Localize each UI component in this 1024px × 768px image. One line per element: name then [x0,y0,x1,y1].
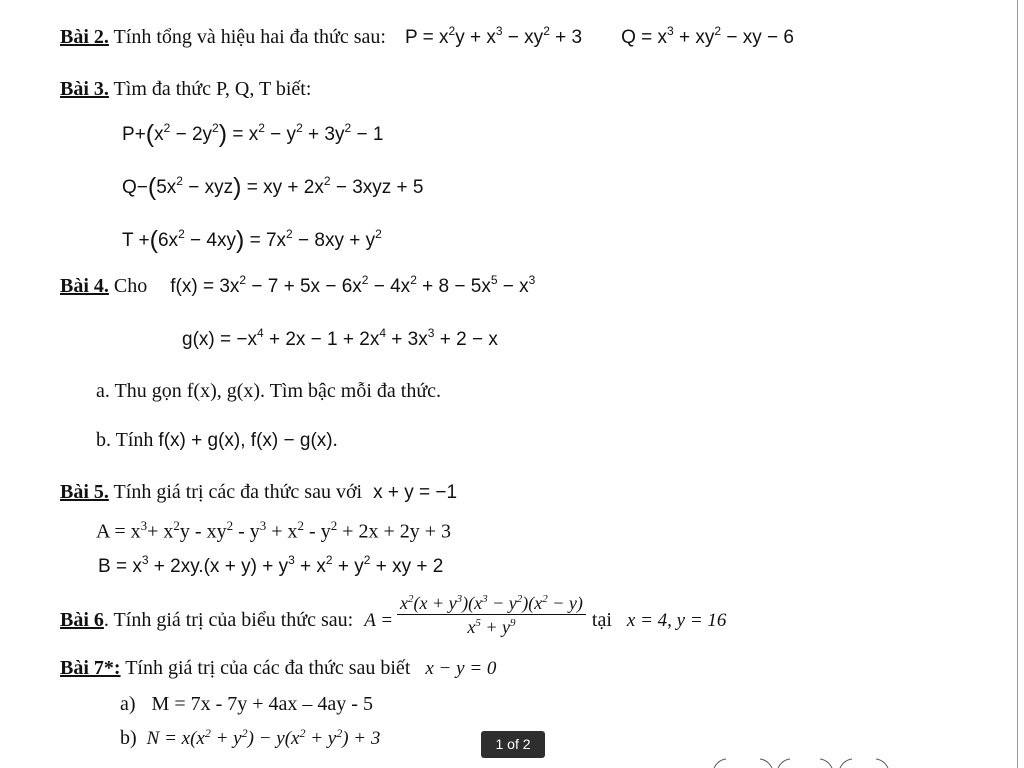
task-7a: a) M = 7x - 7y + 4ax – 4ay - 5 [120,693,373,715]
exercise-heading: Bài 3. [60,78,109,100]
equation-t: $T +(6x^2 - 4xy) = 7x^2 - 8xy + y^2$ [122,226,382,254]
task-4b: b. Tính f(x) + g(x), f(x) − g(x). [96,429,338,451]
page-indicator: 1 of 2 [481,731,545,758]
exercise-heading: Bài 4. [60,275,109,297]
function-f: $f(x) = 3x^2 - 7 + 5x - 6x^2 - 4x^2 + 8 - 5x^5 - x^3$ [170,273,536,297]
exercise-text: Tính tổng và hiệu hai đa thức sau: [113,26,386,48]
exercise-heading: Bài 7*: [60,657,121,679]
condition: x + y = −1 [373,482,458,503]
exercise-heading: Bài 6 [60,608,104,631]
cut-off-parentheses [700,758,890,768]
exercise-text: Tính giá trị của các đa thức sau biết [125,657,411,679]
exercise-4 [60,273,536,297]
equation-q: $Q-(5x^2 - xyz)$ = xy + $2x^2 - 3xyz + 5$ [122,173,424,201]
exercise-7 [60,658,496,678]
fraction [397,594,586,636]
equation-p: $P+(x^2 - 2y^2) = x^2 - y^2 + 3y^2 - 1$ [122,120,384,148]
formula-p: $P = x^2y + x^3 - xy^2 + 3$ [405,24,583,48]
task-4a: a. Thu gọn f(x), g(x). Tìm bậc mỗi đa thức. [96,380,442,402]
exercise-heading: Bài 2. [60,26,109,48]
exercise-6: Bài 6. Tính giá trị của biểu thức sau: A = $\frac{x^2(x + y^3)(x^3 - y^2)(x^2 - y)}{x^5 + y^9}$ tại x = 4, y = 16 [60,593,727,637]
condition: x − y = 0 [425,658,497,679]
polynomial-b: $B = x^3 + 2xy.(x + y) + y^3 + x^2 + y^2$ + xy + 2 [98,553,444,577]
exercise-text: Cho [113,275,148,297]
exercise-5 [60,482,457,502]
exercise-2 [60,24,794,48]
page-edge [1017,0,1018,768]
formula-q: $Q = x^3 + xy^2$ − xy − 6 [621,24,794,48]
polynomial-a: $A = x^3+ x^2y - xy^2 - y^3 + x^2 - y^2 + 2x + 2y + 3$ [96,518,452,543]
fraction-denominator: $x^5 + y^9$ [467,617,516,637]
task-7b: b) $N = x(x^2 + y^2) - y(x^2 + y^2) + 3$ [120,726,381,749]
exercise-3 [60,79,311,99]
exercise-text: Tính giá trị các đa thức sau với [113,481,363,503]
exercise-text: . Tính giá trị của biểu thức sau: [103,608,354,631]
fraction-numerator: $x^2(x + y^3)(x^3 - y^2)(x^2 - y)$ [397,594,586,615]
exercise-text: Tìm đa thức P, Q, T biết: [113,78,312,100]
function-g: $g(x) = -x^4 + 2x - 1 + 2x^4 + 3x^3 + 2 - x$ [182,326,498,350]
exercise-heading: Bài 5. [60,481,109,503]
